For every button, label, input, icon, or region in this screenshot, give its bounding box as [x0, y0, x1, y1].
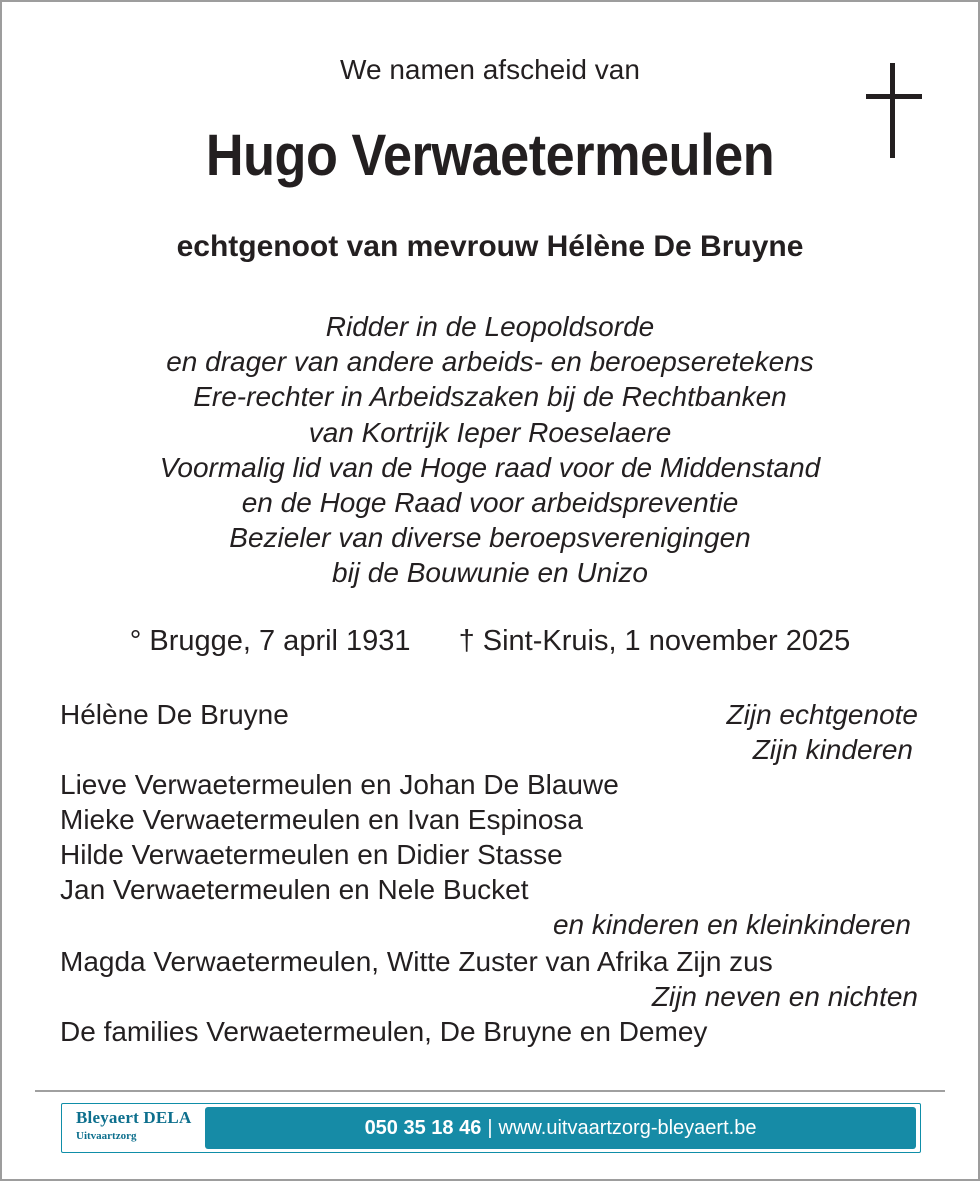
phone-number[interactable]: 050 35 18 46	[364, 1117, 482, 1139]
grandchildren-line: en kinderen en kleinkinderen	[552, 909, 911, 940]
funeral-home-logo	[76, 1108, 191, 1142]
birth-date: ° Brugge, 7 april 1931	[129, 625, 411, 657]
honor-line: en de Hoge Raad voor arbeidspreventie	[241, 486, 739, 518]
logo-sub-text: Uitvaartzorg	[76, 1130, 137, 1142]
child-entry: Lieve Verwaetermeulen en Johan De Blauwe	[60, 769, 619, 800]
child-entry: Jan Verwaetermeulen en Nele Bucket	[60, 874, 529, 905]
cousins-line: Zijn neven en nichten	[651, 981, 918, 1012]
honor-line: bij de Bouwunie en Unizo	[332, 557, 648, 589]
honor-line: Bezieler van diverse beroepsverenigingen	[229, 522, 751, 554]
contact-separator: |	[487, 1117, 493, 1139]
deceased-name: Hugo Verwaetermeulen	[205, 123, 775, 188]
honor-line: van Kortrijk Ieper Roeselaere	[308, 416, 672, 448]
sister-line: Magda Verwaetermeulen, Witte Zuster van Afrika Zijn zus	[60, 946, 773, 977]
child-entry: Hilde Verwaetermeulen en Didier Stasse	[60, 839, 563, 870]
children-role: Zijn kinderen	[752, 734, 913, 765]
funeral-home-banner	[61, 1103, 921, 1153]
website-link[interactable]: www.uitvaartzorg-bleyaert.be	[498, 1117, 757, 1139]
families-line: De families Verwaetermeulen, De Bruyne en Demey	[60, 1016, 708, 1047]
honor-line: Ere-rechter in Arbeidszaken bij de Rechtbanken	[193, 381, 787, 413]
divider	[35, 1090, 945, 1092]
honors-list	[0, 309, 980, 591]
cross-icon	[866, 63, 922, 158]
spouse-line: echtgenoot van mevrouw Hélène De Bruyne	[176, 230, 804, 263]
child-entry: Mieke Verwaetermeulen en Ivan Espinosa	[60, 804, 583, 835]
honor-line: Voormalig lid van de Hoge raad voor de Middenstand	[159, 451, 821, 483]
life-dates	[0, 625, 980, 658]
spouse-role: Zijn echtgenote	[726, 699, 918, 730]
honor-line: Ridder in de Leopoldsorde	[325, 311, 655, 342]
logo-main-text: Bleyaert DELA	[76, 1108, 192, 1127]
death-date: † Sint-Kruis, 1 november 2025	[458, 625, 851, 657]
spouse-name: Hélène De Bruyne	[60, 699, 289, 730]
intro-text: We namen afscheid van	[340, 54, 640, 85]
honor-line: en drager van andere arbeids- en beroepseretekens	[166, 346, 814, 378]
contact-bar	[205, 1107, 916, 1149]
